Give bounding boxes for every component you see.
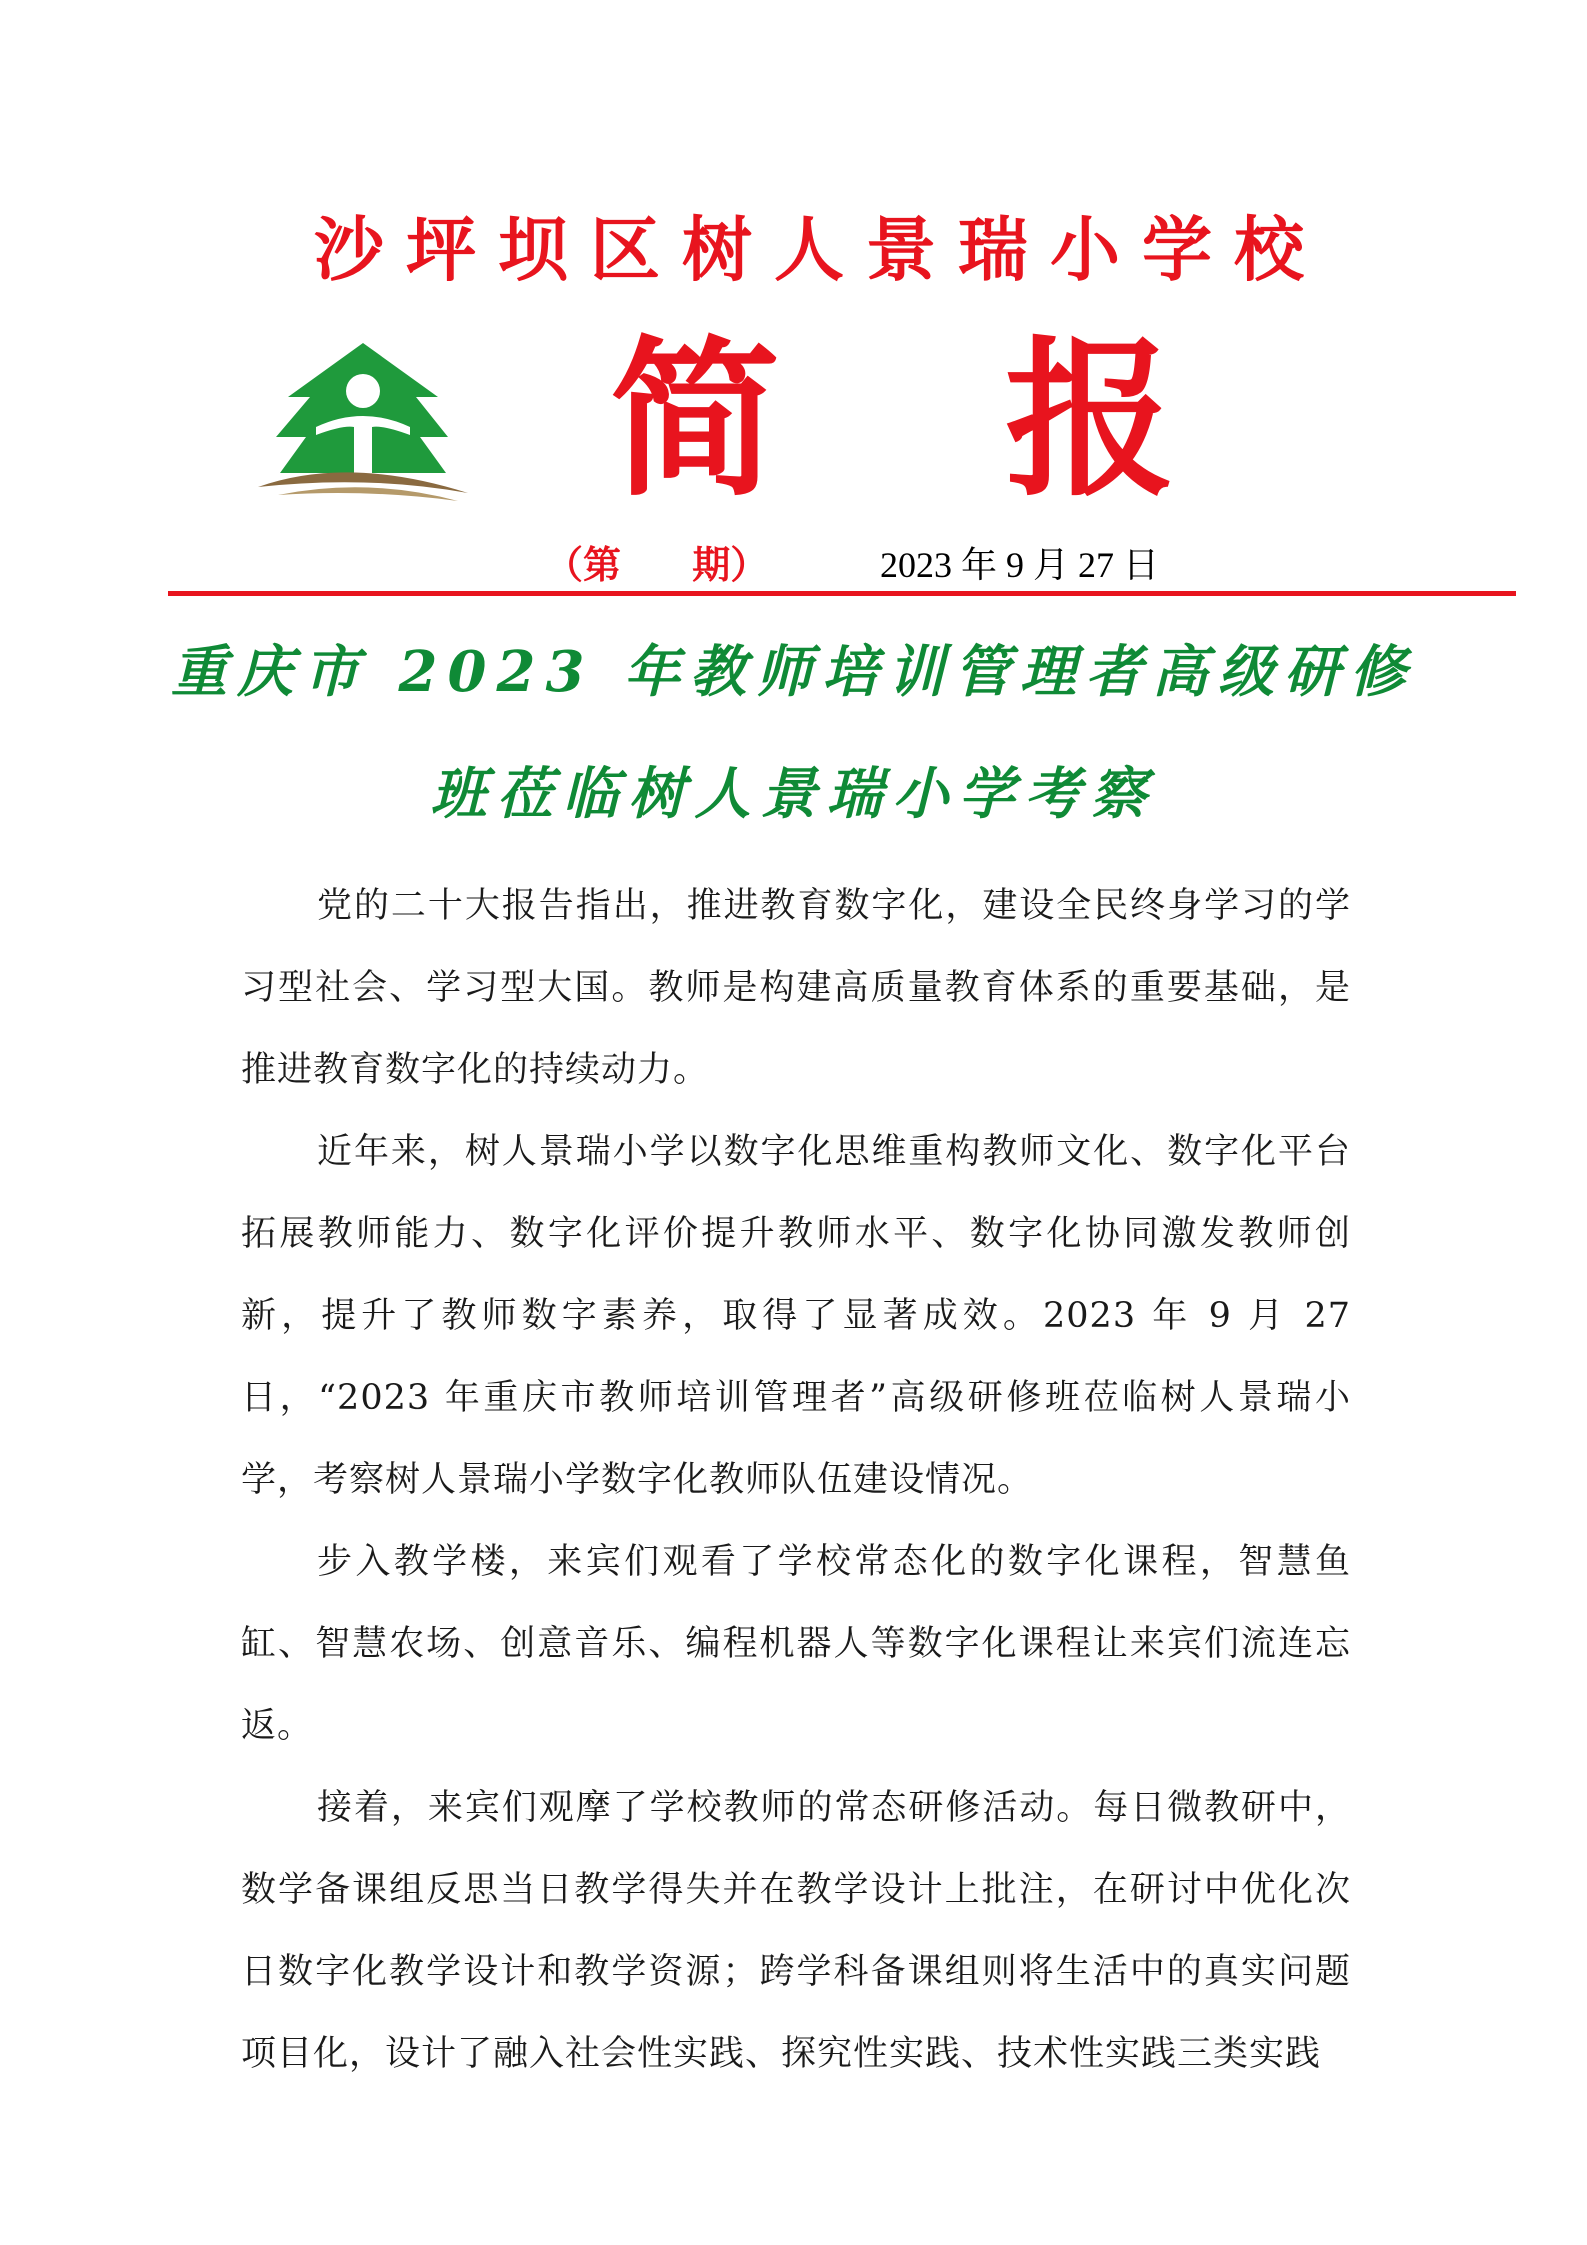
title-char-bao: 报 <box>1005 320 1176 520</box>
issue-date: 2023 年 9 月 27 日 <box>880 545 1160 585</box>
tree-person-logo-icon <box>258 335 473 505</box>
school-name: 沙坪坝区树人景瑞小学校 <box>314 208 1326 291</box>
article-headline-line-1: 重庆市 2023 年教师培训管理者高级研修 <box>171 639 1416 705</box>
title-char-jian: 简 <box>610 320 781 520</box>
article-paragraph: 近年来，树人景瑞小学以数字化思维重构教师文化、数字化平台拓展教师能力、数字化评价提升教师水平、数字化协同激发教师创新，提升了教师数字素养，取得了显著成效。2023 年 9 月 27 日，“2023 年重庆市教师培训管理者”高级研修班莅临树人景瑞小学，考察树人景瑞小学数字化教师队伍建设情况。 <box>241 1132 1351 1500</box>
article-paragraph: 步入教学楼，来宾们观看了学校常态化的数字化课程，智慧鱼缸、智慧农场、创意音乐、编程机器人等数字化课程让来宾们流连忘返。 <box>241 1542 1351 1746</box>
article-paragraph: 接着，来宾们观摩了学校教师的常态研修活动。每日微教研中，数学备课组反思当日教学得失并在教学设计上批注，在研讨中优化次日数字化教学设计和教学资源；跨学科备课组则将生活中的真实问题项目化，设计了融入社会性实践、探究性实践、技术性实践三类实践 <box>241 1788 1351 2074</box>
issue-number <box>545 540 768 590</box>
issue-close-label: 期） <box>692 542 769 587</box>
header-divider <box>168 591 1516 596</box>
issue-open-label: （第 <box>545 542 622 587</box>
article-headline-line-2: 班莅临树人景瑞小学考察 <box>430 761 1157 827</box>
article-paragraph: 党的二十大报告指出，推进教育数字化，建设全民终身学习的学习型社会、学习型大国。教师是构建高质量教育体系的重要基础，是推进教育数字化的持续动力。 <box>241 886 1351 1090</box>
article-body <box>241 865 1351 2095</box>
